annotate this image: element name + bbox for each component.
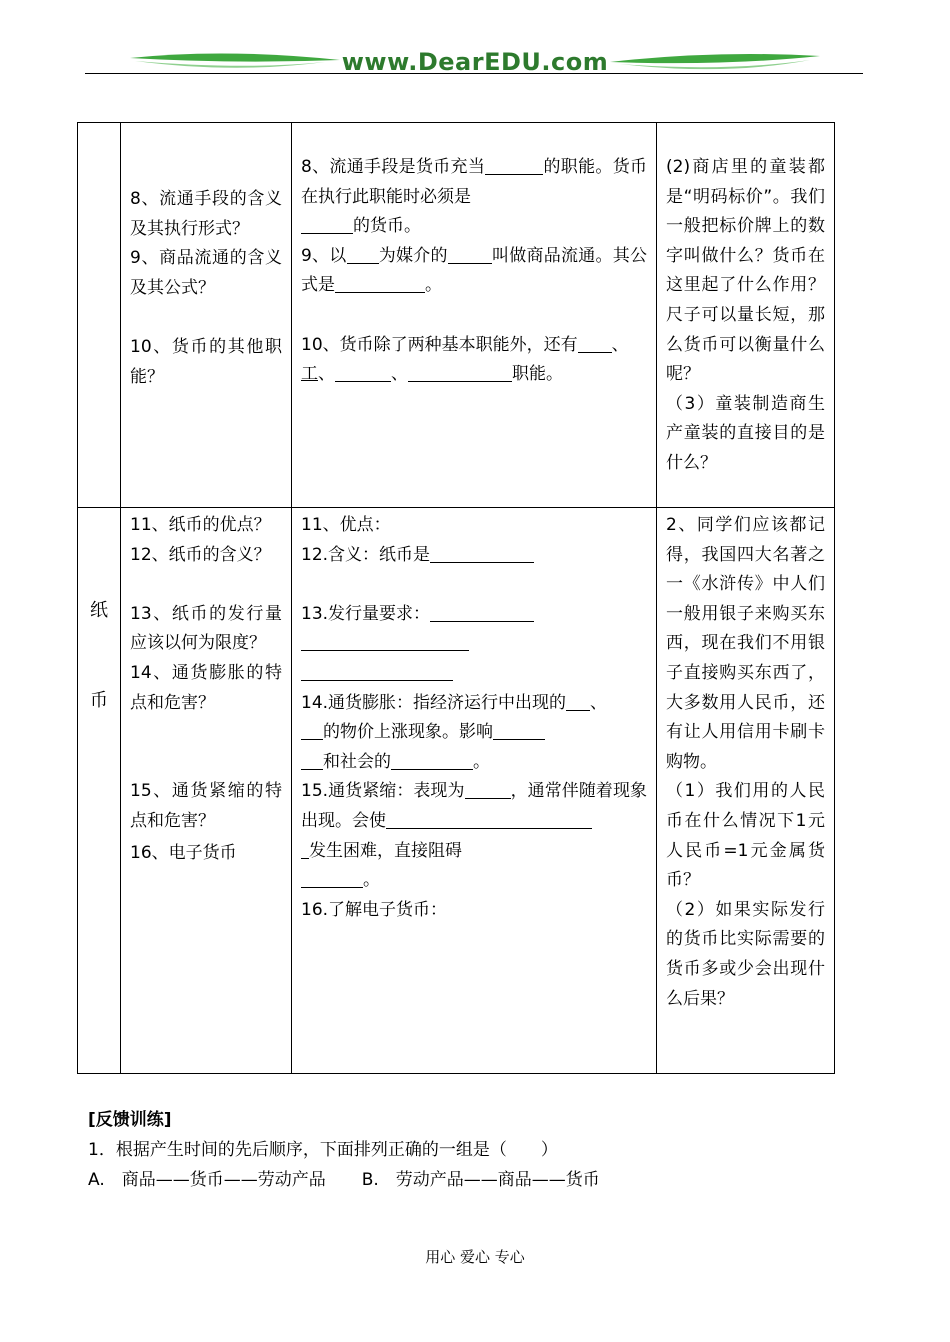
discussion-cell: [657, 508, 835, 1074]
answer-cell: [292, 123, 657, 508]
blank-line[interactable]: [485, 156, 543, 175]
question-item: 12、纸币的含义？: [130, 544, 271, 565]
answer-text: 、: [590, 692, 608, 713]
blank-line[interactable]: [301, 869, 363, 888]
blank-line[interactable]: [347, 245, 379, 264]
question-item: 13、纸币的发行量应该以何为限度？: [130, 603, 282, 654]
blank-line[interactable]: [335, 274, 425, 293]
answer-text: 、: [318, 364, 335, 385]
blank-line[interactable]: [301, 840, 309, 859]
blank-line[interactable]: [578, 334, 612, 353]
blank-line[interactable]: [391, 751, 473, 770]
answer-text: 9、以: [301, 245, 347, 266]
answer-text: 的货币。: [353, 216, 421, 237]
answer-text: ，通常伴随着现象出现。会使: [301, 781, 647, 831]
blank-line[interactable]: [493, 721, 545, 740]
blank-line[interactable]: [301, 215, 353, 234]
blank-line[interactable]: [430, 603, 534, 622]
blank-line[interactable]: [301, 751, 323, 770]
option-b[interactable]: B. 劳动产品——商品——货币: [361, 1170, 600, 1190]
discussion-text: （1）我们用的人民币在什么情况下1元人民币=1元金属货币？: [666, 781, 825, 891]
answer-text: 10、货币除了两种基本职能外，还有: [301, 334, 578, 355]
category-label: 纸: [90, 600, 108, 621]
page-footer: 用心 爱心 专心: [425, 1248, 525, 1266]
question-cell: [121, 508, 292, 1074]
answer-text: 的物价上涨现象。影响: [323, 722, 493, 743]
discussion-text: 2、同学们应该都记得，我国四大名著之一《水浒传》中人们一般用银子来购买东西，现在我们不用银子直接购买东西了，大多数用人民币，还有让人用信用卡刷卡购物。: [666, 515, 825, 772]
study-table: [77, 122, 835, 1074]
header-rule: [85, 73, 863, 74]
answer-text: 职能。: [512, 364, 563, 385]
answer-text: 为媒介的: [378, 245, 448, 266]
blank-line[interactable]: [408, 363, 512, 382]
answer-text: 16.了解电子货币：: [301, 899, 448, 920]
discussion-text: （3）童装制造商生产童装的直接目的是什么？: [666, 393, 825, 473]
question-item: 14、通货膨胀的特点和危害？: [130, 662, 282, 713]
question-item: 8、流通手段的含义及其执行形式？: [130, 189, 282, 239]
feedback-title: [反馈训练]: [88, 1110, 172, 1130]
blank-line[interactable]: [448, 245, 492, 264]
question-item: 11、纸币的优点？: [130, 515, 271, 535]
answer-text: 。: [363, 870, 380, 891]
answer-text: 的职能。货币在执行此职能时必须是: [301, 157, 647, 207]
table-row: [78, 123, 835, 508]
category-label: 币: [90, 690, 108, 711]
question-text: 1．根据产生时间的先后顺序，下面排列正确的一组是（ ）: [88, 1140, 558, 1160]
page-header: [85, 40, 865, 80]
question-item: 9、商品流通的含义及其公式？: [130, 248, 282, 298]
discussion-text: （2）如果实际发行的货币比实际需要的货币多或少会出现什么后果？: [666, 899, 825, 1009]
blank-line[interactable]: [566, 692, 590, 711]
category-cell: [78, 123, 121, 508]
answer-text: 14.通货膨胀：指经济运行中出现的: [301, 692, 567, 713]
blank-line[interactable]: [335, 363, 391, 382]
answer-text: 、: [391, 364, 408, 385]
blank-line[interactable]: [301, 721, 323, 740]
discussion-text: (2)商店里的童装都是“明码标价”。我们一般把标价牌上的数字叫做什么？货币在这里起了什么作用？尺子可以量长短，那么货币可以衡量什么呢？: [666, 157, 825, 385]
answer-cell: [292, 508, 657, 1074]
table-row: [78, 508, 835, 1074]
category-cell: [78, 508, 121, 1074]
answer-text: 。: [473, 751, 490, 772]
answer-text: 。: [425, 275, 442, 296]
option-a[interactable]: A. 商品——货币——劳动产品: [88, 1170, 326, 1190]
blank-line[interactable]: [386, 810, 592, 829]
blank-line[interactable]: [430, 544, 534, 563]
answer-text: 和社会的: [323, 751, 391, 772]
answer-text: 12.含义：纸币是: [301, 544, 431, 565]
question-item: 10、货币的其他职能？: [130, 336, 282, 387]
answer-text: 8、流通手段是货币充当: [301, 157, 486, 177]
feedback-section: [88, 1105, 600, 1195]
blank-line[interactable]: [465, 780, 511, 799]
answer-text: 11、优点：: [301, 515, 391, 535]
blank-line[interactable]: [301, 632, 469, 651]
answer-text: 13.发行量要求：: [301, 603, 431, 624]
answer-text: 工: [301, 364, 318, 385]
answer-text: 15.通货紧缩：表现为: [301, 781, 465, 802]
answer-text: 发生困难，直接阻碍: [309, 840, 462, 861]
question-item: 16、电子货币: [130, 842, 237, 863]
question-cell: [121, 123, 292, 508]
answer-text: 、: [611, 334, 629, 355]
discussion-cell: [657, 123, 835, 508]
blank-line[interactable]: [301, 662, 453, 681]
site-logo-text: www.DearEDU.com: [341, 48, 609, 76]
question-item: 15、通货紧缩的特点和危害？: [130, 781, 282, 831]
answer-text: 叫做商品流通。其公式是: [301, 245, 648, 296]
